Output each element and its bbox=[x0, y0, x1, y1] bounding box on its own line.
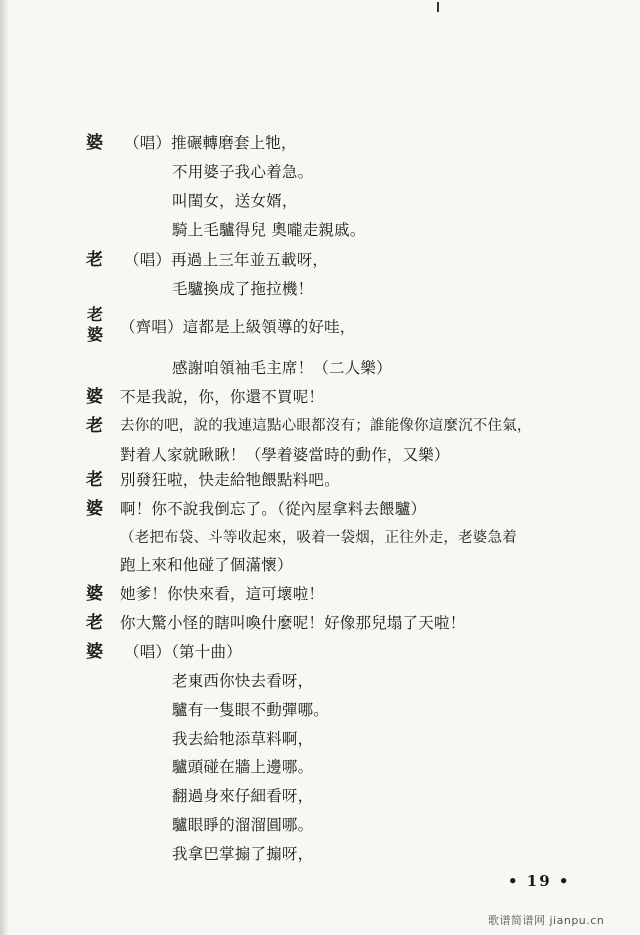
line-text: 我去給牠添草料啊， bbox=[172, 730, 314, 748]
script-line bbox=[0, 187, 640, 215]
line-text: （老把布袋、斗等收起來，吸着一袋烟，正往外走，老婆急着 bbox=[120, 530, 517, 546]
script-line bbox=[0, 275, 640, 303]
line-text: 你大驚小怪的瞎叫喚什麼呢！好像那兒塌了天啦！ bbox=[120, 614, 466, 632]
line-text: 老東西你快去看呀， bbox=[172, 672, 314, 690]
line-text: 毛驢換成了拖拉機！ bbox=[172, 280, 314, 298]
line-text: 我拿巴掌搧了搧呀， bbox=[172, 845, 314, 863]
line-text: 她爹！你快來看，這可壞啦！ bbox=[120, 585, 325, 603]
script-line bbox=[0, 158, 640, 186]
line-text: （唱）再過上三年並五載呀， bbox=[124, 251, 329, 269]
page-number: • 19 • bbox=[508, 872, 571, 890]
line-text: （齊唱）這都是上級領導的好哇， bbox=[120, 318, 356, 336]
line-text: 別發狂啦，快走給牠餵點料吧。 bbox=[120, 471, 340, 489]
line-text: （唱）（第十曲） bbox=[124, 643, 242, 661]
line-text: 對着人家就瞅瞅！（學着婆當時的動作，又樂） bbox=[120, 446, 450, 464]
speaker-label-stacked: 老 婆 bbox=[86, 305, 103, 344]
speaker-label: 婆 bbox=[86, 133, 103, 153]
speaker-label: 婆 bbox=[86, 584, 103, 604]
line-text: （唱）推碾轉磨套上牠， bbox=[124, 134, 297, 152]
scan-mark bbox=[437, 2, 439, 12]
script-line bbox=[0, 216, 640, 244]
line-text: 啊！你不說我倒忘了。（從內屋拿料去餵驢） bbox=[120, 500, 427, 518]
script-line bbox=[0, 782, 640, 810]
script-line bbox=[0, 495, 640, 523]
script-line bbox=[0, 696, 640, 724]
script-line bbox=[0, 129, 640, 157]
script-line bbox=[0, 354, 640, 382]
script-line bbox=[0, 667, 640, 695]
speaker-label: 婆 bbox=[86, 387, 103, 407]
script-line bbox=[0, 753, 640, 781]
line-text: 驢眼睜的溜溜圓哪。 bbox=[172, 816, 314, 834]
script-line bbox=[0, 383, 640, 411]
speaker-label: 老 bbox=[86, 416, 103, 436]
line-text: 驢有一隻眼不動彈哪。 bbox=[172, 701, 330, 719]
line-text: 驢頭碰在牆上邊哪。 bbox=[172, 758, 314, 776]
line-text: 翻過身來仔細看呀， bbox=[172, 787, 314, 805]
script-line bbox=[0, 466, 640, 494]
speaker-label: 老 bbox=[86, 470, 103, 490]
site-watermark: 歌谱简谱网 jianpu.cn bbox=[488, 914, 605, 927]
line-text: 騎上毛驢得兒 奧嚨走親戚。 bbox=[172, 221, 366, 239]
script-line bbox=[0, 305, 640, 344]
speaker-label: 婆 bbox=[86, 642, 103, 662]
speaker-label: 婆 bbox=[86, 499, 103, 519]
line-text: 叫閨女，送女婿， bbox=[172, 192, 298, 210]
script-line bbox=[0, 840, 640, 868]
script-line bbox=[0, 609, 640, 637]
line-text: 不是我說，你，你還不買呢！ bbox=[120, 388, 325, 406]
line-text: 去你的吧，說的我連這點心眼都沒有；誰能像你這麼沉不住氣， bbox=[120, 418, 532, 434]
line-text: 跑上來和他碰了個滿懷） bbox=[120, 556, 293, 574]
script-line bbox=[0, 551, 640, 579]
line-text: 不用婆子我心着急。 bbox=[172, 163, 314, 181]
script-line bbox=[0, 524, 640, 552]
line-text: 感謝咱領袖毛主席！（二人樂） bbox=[172, 359, 392, 377]
script-line bbox=[0, 246, 640, 274]
script-line bbox=[0, 412, 640, 440]
speaker-label: 老 bbox=[86, 250, 103, 270]
script-line bbox=[0, 725, 640, 753]
script-line bbox=[0, 580, 640, 608]
script-line bbox=[0, 638, 640, 666]
script-line bbox=[0, 441, 640, 469]
script-line bbox=[0, 811, 640, 839]
speaker-label: 老 bbox=[86, 613, 103, 633]
